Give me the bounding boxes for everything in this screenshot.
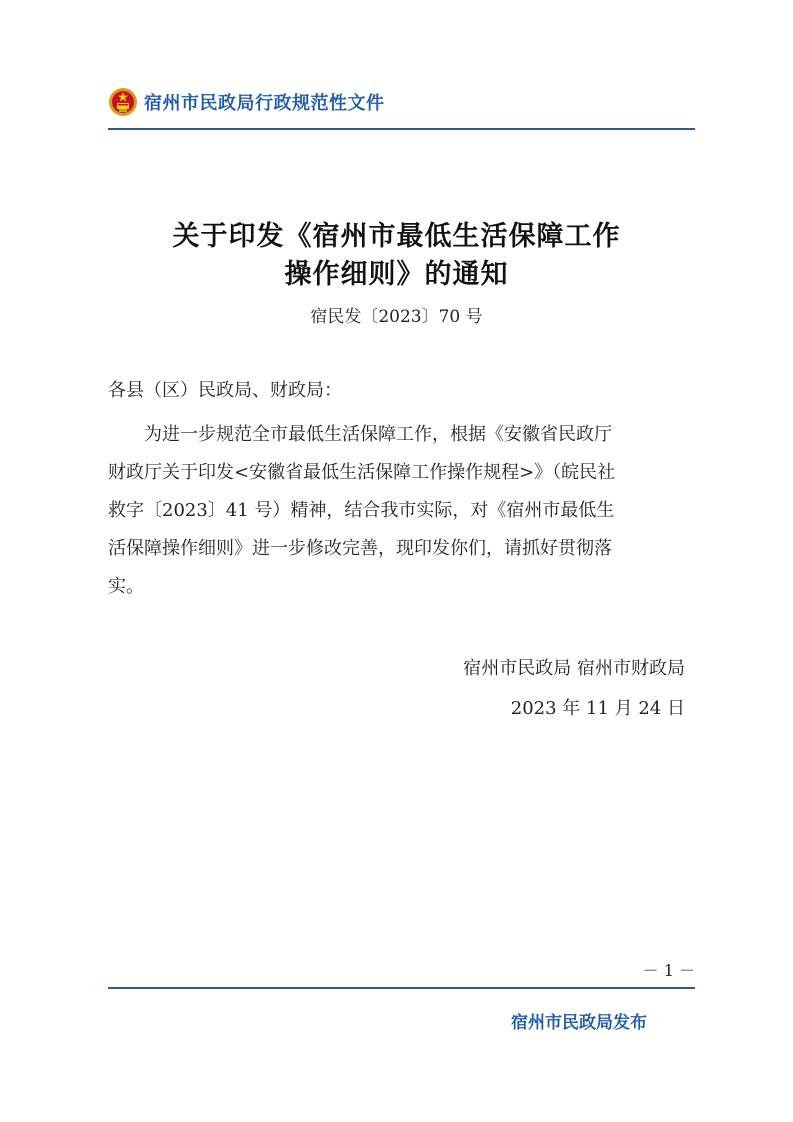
body-line: 活保障操作细则》进一步修改完善，现印发你们，请抓好贯彻落 [108,538,612,559]
addressee: 各县（区）民政局、财政局： [108,380,342,401]
publisher: 宿州市民政局发布 [511,1013,647,1033]
footer-divider [108,987,695,989]
signature: 宿州市民政局 宿州市财政局 [463,658,685,679]
document-title-line-2: 操作细则》的通知 [284,259,509,290]
body-line: 为进一步规范全市最低生活保障工作，根据《安徽省民政厅 [144,424,612,445]
header-title: 宿州市民政局行政规范性文件 [144,93,385,114]
national-emblem-icon [108,87,138,117]
document-number: 宿民发〔2023〕70 号 [310,307,483,327]
body-line: 财政厅关于印发<安徽省最低生活保障工作操作规程>》（皖民社 [108,462,616,483]
document-header [108,86,385,118]
page-number: － 1 － [642,961,695,980]
body-line: 实。 [108,576,144,597]
document-title-line-1: 关于印发《宿州市最低生活保障工作 [172,221,621,252]
body-line: 救字〔2023〕41 号）精神，结合我市实际，对《宿州市最低生 [108,500,615,521]
issue-date: 2023 年 11 月 24 日 [510,698,685,719]
header-divider [108,128,695,130]
